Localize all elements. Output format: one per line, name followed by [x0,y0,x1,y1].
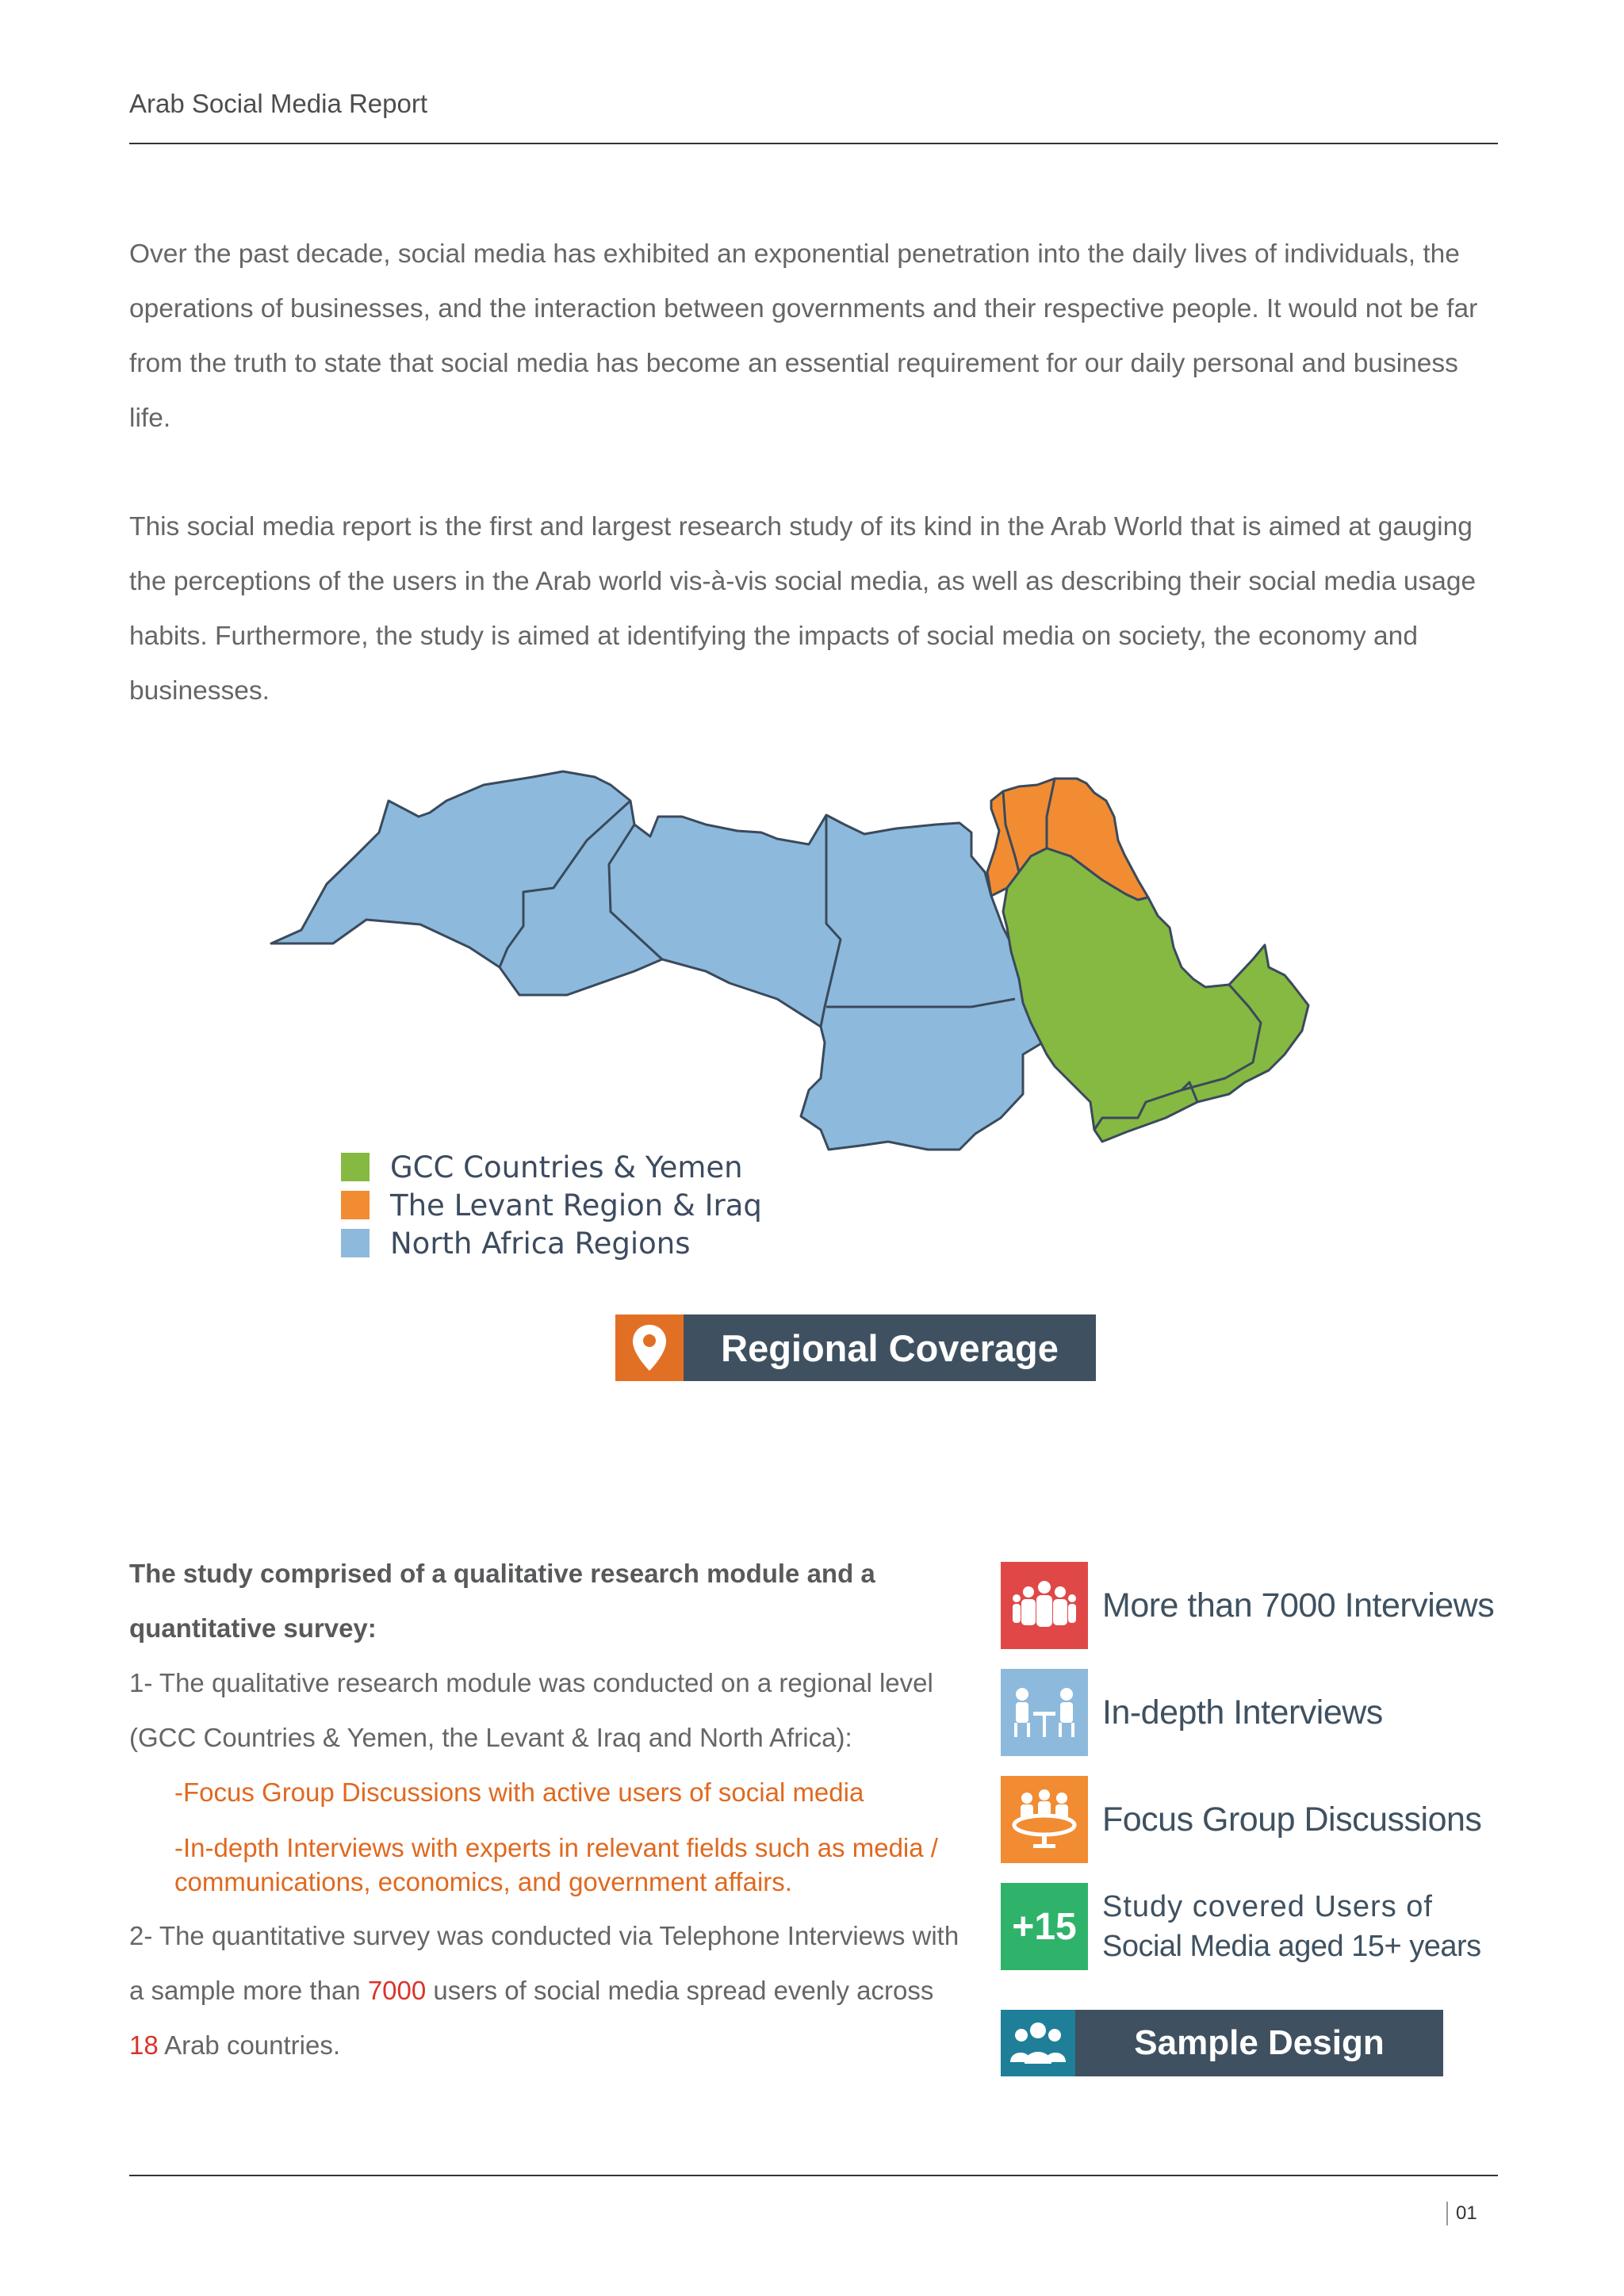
feature-focus-groups-label: Focus Group Discussions [1102,1800,1482,1839]
age-badge: +15 [1001,1883,1088,1970]
intro-paragraph-1: Over the past decade, social media has exhibited an exponential penetration into the daily lives of individuals, the operations of businesses, and the interaction between governments and their respective people. It would not be far from the truth to state that social media has become an essential requirement for our daily personal and business life. [129,239,1478,433]
study-item-2-text-a: 2- The quantitative survey was conducted via Telephone Interviews with a sample more than [129,1921,959,2005]
regional-coverage-label: Regional Coverage [684,1314,1096,1381]
sample-design-label: Sample Design [1075,2010,1443,2076]
interview-icon [1001,1669,1088,1756]
legend-label-north-africa: North Africa Regions [390,1226,691,1261]
report-title: Arab Social Media Report [129,89,428,118]
legend-swatch-gcc [341,1153,370,1181]
study-lead: The study comprised of a qualitative research module and a quantitative survey: [129,1559,875,1643]
legend-item-gcc [341,1148,762,1186]
study-description [129,1546,970,2072]
country-count-number: 18 [129,2030,159,2060]
regional-coverage-banner [615,1314,1096,1381]
legend-item-levant [341,1186,762,1224]
study-item-1: 1- The qualitative research module was conducted on a regional level (GCC Countries & Yemen, the Levant & Iraq and North Africa): [129,1668,933,1752]
study-subitem-interviews: -In-depth Interviews with experts in relevant fields such as media / communications, economics, and government affairs. [174,1833,938,1896]
legend-label-levant: The Levant Region & Iraq [390,1188,762,1223]
feature-in-depth-interviews [1001,1669,1383,1756]
intro-paragraph-2: This social media report is the first and largest research study of its kind in the Arab World that is aimed at gauging the perceptions of the users in the Arab world vis-à-vis social media, as well as describing their social media usage habits. Furthermore, the study is aimed at identifying the impacts of social media on society, the economy and businesses. [129,512,1477,706]
users-icon [1001,2010,1075,2076]
feature-focus-groups [1001,1776,1481,1863]
footer-divider [129,2175,1498,2176]
feature-interviews-count-label: More than 7000 Interviews [1102,1586,1495,1624]
feature-age-coverage-label [1102,1887,1481,1966]
legend-label-gcc: GCC Countries & Yemen [390,1150,743,1184]
legend-swatch-levant [341,1191,370,1219]
round-table-icon [1001,1776,1088,1863]
feature-age-coverage [1001,1883,1481,1970]
sample-size-number: 7000 [367,1976,427,2005]
study-subitem-focus-groups: -Focus Group Discussions with active users of social media [174,1777,864,1807]
feature-age-coverage-line-2: Social Media aged 15+ years [1102,1930,1481,1963]
study-item-2-text-c: Arab countries. [158,2030,341,2060]
map-pin-icon [615,1314,684,1381]
header-divider [129,143,1498,144]
page-number: 01 [1446,2202,1477,2225]
feature-interviews-count [1001,1562,1494,1649]
map-region-north-africa [271,771,1055,1150]
group-icon [1001,1562,1088,1649]
feature-age-coverage-line-1: Study covered Users of [1102,1890,1433,1923]
legend-item-north-africa [341,1224,762,1262]
study-item-2 [129,1908,970,2072]
study-item-2-text-b: users of social media spread evenly across [426,1976,934,2005]
legend-swatch-north-africa [341,1229,370,1257]
sample-design-banner [1001,2010,1443,2076]
map-legend [341,1148,762,1262]
feature-in-depth-interviews-label: In-depth Interviews [1102,1693,1383,1732]
